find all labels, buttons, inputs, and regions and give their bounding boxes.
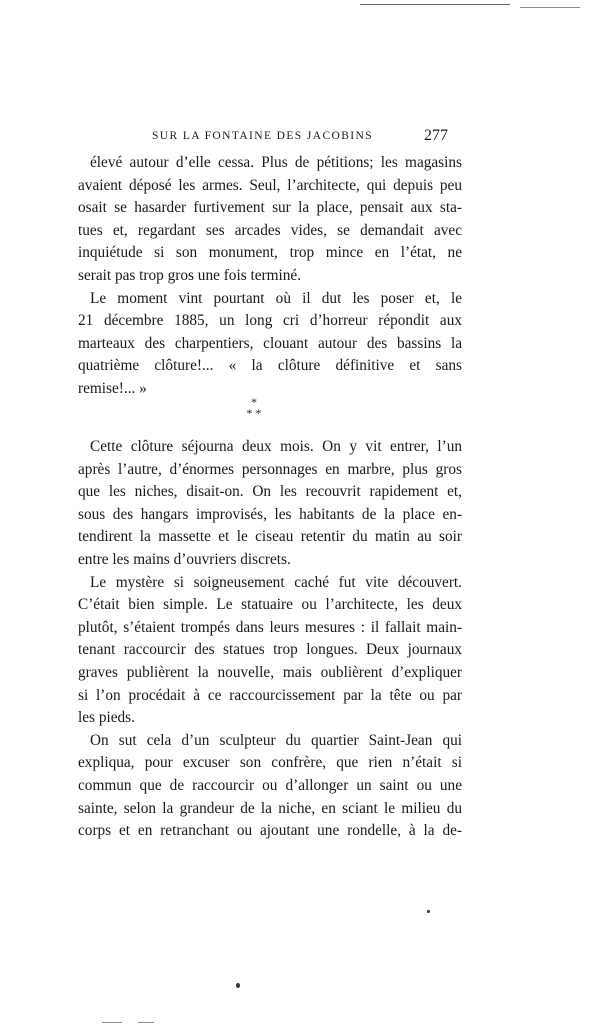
text-line: graves publièrent la nouvelle, mais oublièrent d’expliquer	[78, 663, 462, 681]
text-line: commun que de raccourcir ou d’allonger un saint ou une	[78, 776, 462, 794]
running-title: SUR LA FONTAINE DES JACOBINS	[152, 130, 374, 142]
text-line: marteaux des charpentiers, clouant autour des bassins la	[78, 334, 462, 352]
text-line: tues et, regardant ses arcades vides, se demandait avec	[78, 221, 462, 239]
bottom-edge-rule	[102, 1022, 122, 1023]
text-line: sous des hangars improvisés, les habitants de la place en-	[78, 505, 462, 523]
text-line: Le mystère si soigneusement caché fut vite découvert.	[90, 573, 462, 591]
text-block-before-break	[78, 152, 462, 401]
text-line: osait se hasarder furtivement sur la place, pensait aux sta-	[78, 199, 462, 217]
text-line: On sut cela d’un sculpteur du quartier Saint-Jean qui	[90, 731, 462, 749]
text-line: les pieds.	[78, 709, 135, 727]
page-number: 277	[424, 127, 448, 144]
text-line: remise!... »	[78, 379, 147, 397]
text-line: Le moment vint pourtant où il dut les poser et, le	[90, 289, 462, 307]
text-line: plutôt, s’étaient trompés dans leurs mesures : il fallait main-	[78, 618, 462, 636]
top-edge-rule-short	[520, 7, 580, 8]
top-edge-rule	[360, 4, 510, 5]
bottom-edge-rule	[138, 1022, 154, 1023]
text-line: avaient déposé les armes. Seul, l’architecte, qui depuis peu	[78, 176, 462, 194]
text-line: entre les mains d’ouvriers discrets.	[78, 550, 291, 568]
text-line: C’était bien simple. Le statuaire ou l’architecte, les deux	[78, 596, 462, 614]
text-line: inquiétude si son monument, trop mince en l’état, ne	[78, 244, 462, 262]
section-break-asterism	[234, 397, 274, 425]
text-line: après l’autre, d’énormes personnages en marbre, plus gros	[78, 460, 462, 478]
asterism-bottom: * *	[246, 406, 262, 420]
text-line: corps et en retranchant ou ajoutant une rondelle, à la de-	[78, 822, 462, 840]
asterism-top: *	[251, 395, 257, 409]
text-line: Cette clôture séjourna deux mois. On y vit entrer, l’un	[90, 438, 462, 455]
text-line: si l’on procédait à ce raccourcissement par la tête ou par	[78, 686, 462, 704]
print-speck	[427, 910, 430, 913]
text-line: que les niches, disait-on. On les recouvrit rapidement et,	[78, 483, 462, 501]
text-line: sainte, selon la grandeur de la niche, en sciant le milieu du	[78, 799, 462, 817]
text-line: serait pas trop gros une fois terminé.	[78, 266, 302, 284]
text-line: tenant raccourcir des statues trop longues. Deux journaux	[78, 641, 462, 659]
text-line: tendirent la massette et le ciseau retentir du matin au soir	[78, 528, 462, 546]
print-speck	[236, 983, 240, 988]
text-line: 21 décembre 1885, un long cri d’horreur répondit aux	[78, 312, 462, 330]
text-line: quatrième clôture!... « la clôture définitive et sans	[78, 357, 462, 375]
running-header	[152, 128, 448, 148]
text-block-after-break	[78, 436, 462, 843]
text-line: élevé autour d’elle cessa. Plus de pétitions; les magasins	[90, 154, 462, 171]
text-line: expliqua, pour excuser son confrère, que rien n’était si	[78, 754, 462, 772]
